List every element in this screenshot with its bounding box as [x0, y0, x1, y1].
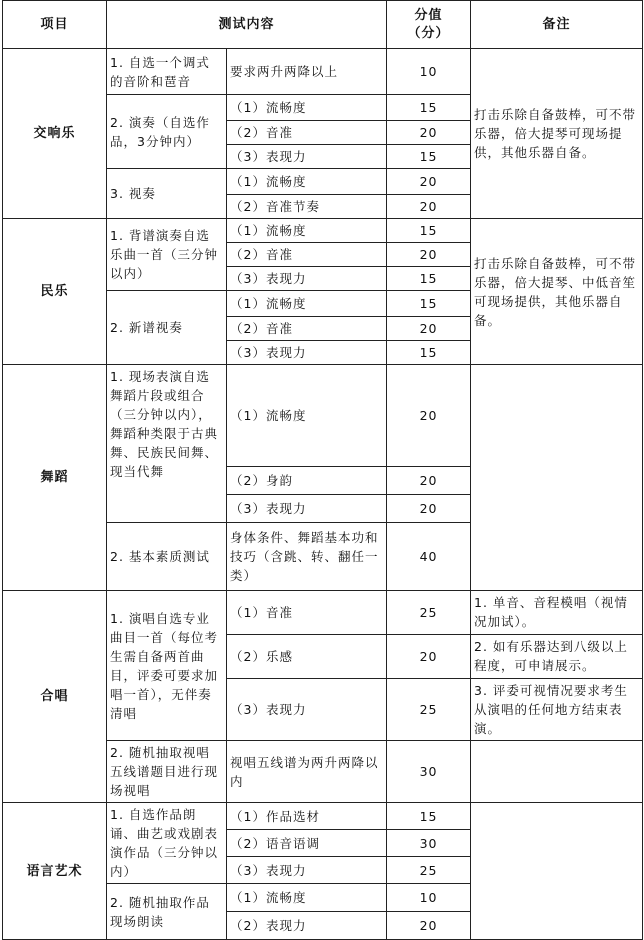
- sub-label: （2）音准: [227, 317, 387, 341]
- sub-label: （2）音准节奏: [227, 195, 387, 219]
- score-value: 10: [387, 49, 471, 95]
- note-chorus-2: 2. 如有乐器达到八级以上程度，可申请展示。: [471, 635, 643, 679]
- sub-label: （2）语音语调: [227, 830, 387, 857]
- header-content: 测试内容: [107, 1, 387, 49]
- category-language-arts: 语言艺术: [3, 803, 107, 940]
- score-value: 20: [387, 467, 471, 495]
- item-title: 1. 演唱自选专业曲目一首（每位考生需自备两首曲目，评委可要求加唱一首），无伴奏清唱: [107, 591, 227, 741]
- score-value: 20: [387, 365, 471, 467]
- sub-label: （1）流畅度: [227, 95, 387, 121]
- score-value: 40: [387, 523, 471, 591]
- score-value: 25: [387, 857, 471, 884]
- sub-label: （3）表现力: [227, 857, 387, 884]
- score-value: 25: [387, 679, 471, 741]
- score-value: 20: [387, 317, 471, 341]
- assessment-table: [2, 0, 643, 940]
- score-value: 20: [387, 912, 471, 940]
- score-value: 25: [387, 591, 471, 635]
- item-title: 2. 新谱视奏: [107, 291, 227, 365]
- sub-label: （3）表现力: [227, 145, 387, 169]
- score-value: 20: [387, 169, 471, 195]
- table-row: [3, 591, 643, 635]
- sub-label: （1）流畅度: [227, 219, 387, 243]
- sub-label: （2）表现力: [227, 912, 387, 940]
- table-row: [3, 803, 643, 830]
- note-symphony: 打击乐除自备鼓棒，可不带乐器，倍大提琴可现场提供，其他乐器自备。: [471, 49, 643, 219]
- header-row: [3, 1, 643, 49]
- score-value: 15: [387, 291, 471, 317]
- sub-label: （2）音准: [227, 243, 387, 267]
- category-dance: 舞蹈: [3, 365, 107, 591]
- header-note: 备注: [471, 1, 643, 49]
- score-value: 15: [387, 95, 471, 121]
- sub-label: （3）表现力: [227, 341, 387, 365]
- sub-label: （1）流畅度: [227, 884, 387, 912]
- note-chorus-1: 1. 单音、音程模唱（视情况加试）。: [471, 591, 643, 635]
- sub-label: （1）作品选材: [227, 803, 387, 830]
- score-value: 30: [387, 830, 471, 857]
- score-value: 20: [387, 121, 471, 145]
- score-value: 15: [387, 267, 471, 291]
- sub-label: （2）乐感: [227, 635, 387, 679]
- score-value: 15: [387, 803, 471, 830]
- item-title: 3. 视奏: [107, 169, 227, 219]
- sub-label: （1）流畅度: [227, 365, 387, 467]
- item-title: 1. 自选一个调式的音阶和琶音: [107, 49, 227, 95]
- item-title: 2. 随机抽取视唱五线谱题目进行现场视唱: [107, 741, 227, 803]
- item-title: 2. 基本素质测试: [107, 523, 227, 591]
- sub-label: 身体条件、舞蹈基本功和技巧（含跳、转、翻任一类）: [227, 523, 387, 591]
- sub-label: 要求两升两降以上: [227, 49, 387, 95]
- note-chorus-empty: [471, 741, 643, 803]
- score-value: 10: [387, 884, 471, 912]
- header-score: 分值 （分）: [387, 1, 471, 49]
- score-value: 15: [387, 219, 471, 243]
- sub-label: （1）流畅度: [227, 169, 387, 195]
- item-title: 2. 演奏（自选作品，3分钟内）: [107, 95, 227, 169]
- sub-label: （3）表现力: [227, 495, 387, 523]
- score-value: 15: [387, 341, 471, 365]
- sub-label: （3）表现力: [227, 679, 387, 741]
- header-project: 项目: [3, 1, 107, 49]
- score-value: 20: [387, 243, 471, 267]
- sub-label: （1）音准: [227, 591, 387, 635]
- sub-label: 视唱五线谱为两升两降以内: [227, 741, 387, 803]
- item-title: 1. 自选作品朗诵、曲艺或戏剧表演作品（三分钟以内）: [107, 803, 227, 884]
- sub-label: （2）音准: [227, 121, 387, 145]
- item-title: 1. 背谱演奏自选乐曲一首（三分钟以内）: [107, 219, 227, 291]
- score-value: 20: [387, 495, 471, 523]
- score-value: 20: [387, 195, 471, 219]
- category-chorus: 合唱: [3, 591, 107, 803]
- category-folk-music: 民乐: [3, 219, 107, 365]
- score-value: 20: [387, 635, 471, 679]
- item-title: 2. 随机抽取作品现场朗读: [107, 884, 227, 940]
- sub-label: （2）身韵: [227, 467, 387, 495]
- note-language-arts: [471, 803, 643, 940]
- score-value: 15: [387, 145, 471, 169]
- item-title: 1. 现场表演自选舞蹈片段或组合（三分钟以内），舞蹈种类限于古典舞、民族民间舞、现当代舞: [107, 365, 227, 523]
- note-chorus-3: 3. 评委可视情况要求考生从演唱的任何地方结束表演。: [471, 679, 643, 741]
- note-dance: [471, 365, 643, 591]
- table-row: [3, 49, 643, 95]
- score-value: 30: [387, 741, 471, 803]
- sub-label: （1）流畅度: [227, 291, 387, 317]
- table-row: [3, 219, 643, 243]
- table-row: [3, 365, 643, 467]
- category-symphony: 交响乐: [3, 49, 107, 219]
- note-folk-music: 打击乐除自备鼓棒，可不带乐器，倍大提琴、中低音笙可现场提供，其他乐器自备。: [471, 219, 643, 365]
- sub-label: （3）表现力: [227, 267, 387, 291]
